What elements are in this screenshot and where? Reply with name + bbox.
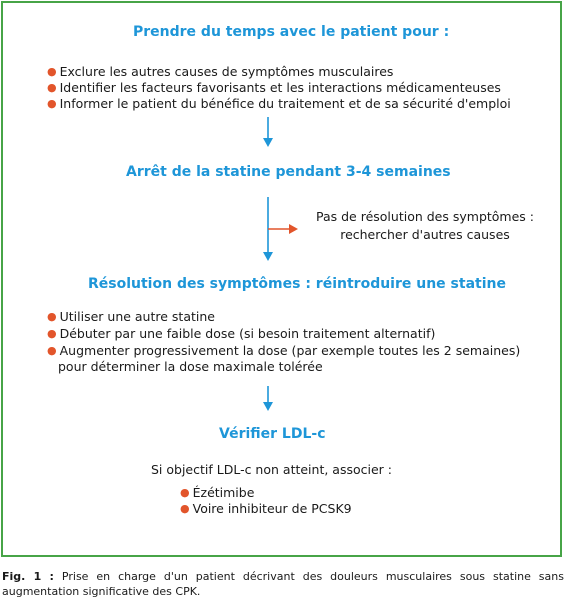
step3-item-2: ● Débuter par une faible dose (si besoin traitement alternatif) [47, 326, 436, 341]
bullet-icon: ● [47, 81, 57, 94]
step3-title: Résolution des symptômes : réintroduire une statine [88, 276, 506, 292]
step3-item-3-continuation: pour déterminer la dose maximale tolérée [58, 359, 323, 374]
arrow-down-1 [263, 117, 273, 147]
bullet-icon: ● [47, 310, 57, 323]
step3-item-1: ● Utiliser une autre statine [47, 309, 215, 324]
bullet-icon: ● [47, 344, 57, 357]
step4-item-2: ● Voire inhibiteur de PCSK9 [180, 501, 352, 516]
side-note-line-1: Pas de résolution des symptômes : [316, 209, 534, 224]
step4-item-1: ● Ézétimibe [180, 485, 255, 500]
step1-item-2: ● Identifier les facteurs favorisants et les interactions médicamenteuses [47, 80, 501, 95]
bullet-icon: ● [47, 97, 57, 110]
figure-caption [2, 569, 564, 599]
bullet-icon: ● [180, 502, 190, 515]
step3-item-3: ● Augmenter progressivement la dose (par exemple toutes les 2 semaines) [47, 343, 521, 358]
step4-title: Vérifier LDL-c [219, 426, 326, 442]
caption-text: Prise en charge d'un patient décrivant des douleurs musculaires sous statine sans augmentation significative des CPK. [2, 570, 564, 598]
step1-item-1: ● Exclure les autres causes de symptômes musculaires [47, 64, 394, 79]
bullet-icon: ● [47, 327, 57, 340]
step2-title: Arrêt de la statine pendant 3-4 semaines [126, 164, 451, 180]
arrow-right-side [268, 224, 298, 234]
side-note-line-2: rechercher d'autres causes [340, 227, 510, 242]
step1-item-3: ● Informer le patient du bénéfice du traitement et de sa sécurité d'emploi [47, 96, 511, 111]
bullet-icon: ● [180, 486, 190, 499]
caption-label: Fig. 1 : [2, 570, 54, 583]
arrow-down-3 [263, 386, 273, 411]
step4-intro: Si objectif LDL-c non atteint, associer : [151, 462, 392, 477]
bullet-icon: ● [47, 65, 57, 78]
step1-title: Prendre du temps avec le patient pour : [133, 24, 450, 40]
